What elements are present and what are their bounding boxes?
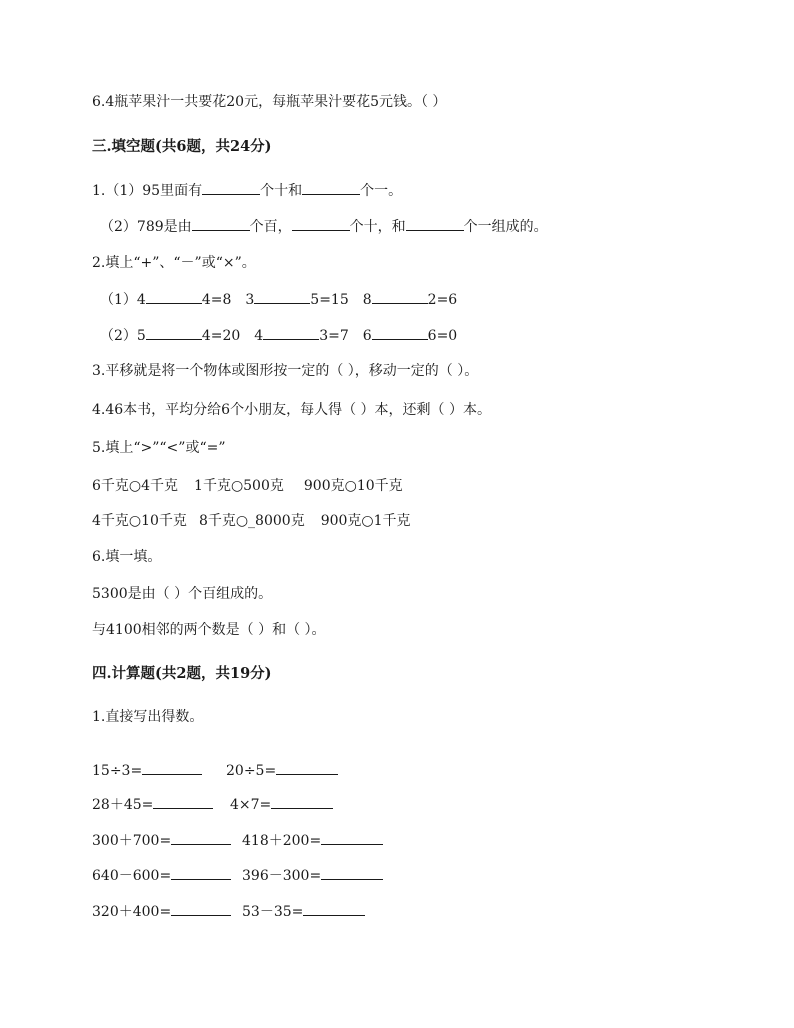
answer-blank[interactable] [153,795,213,809]
q1b-pre: （2）789是由 [100,219,192,235]
answer-blank[interactable] [321,831,383,845]
calc-expr: 320＋400= [92,904,172,920]
expr-part: （2）5 [100,328,146,344]
fill-question-5a [92,477,403,495]
calc-expr: 418＋200= [242,833,322,849]
operator-blank[interactable] [372,326,428,340]
calc-expr: 4×7= [230,797,272,813]
calc-row [92,866,383,885]
q1b-mid2: 个十，和 [349,219,406,235]
q1b-mid1: 个百， [249,219,292,235]
q1b-post: 个一组成的。 [463,219,548,235]
expr-part: 8 [362,292,372,308]
compare-item: 900克○10千克 [303,478,403,494]
q1a-mid: 个十和 [260,183,303,199]
expr-part: （1）4 [100,292,146,308]
expr-part: 4=20 [201,328,241,344]
answer-blank[interactable] [271,795,333,809]
fill-question-1b [100,217,548,236]
expr-part: 6=0 [427,328,458,344]
calc-expr: 28＋45= [92,797,154,813]
operator-blank[interactable] [372,290,428,304]
answer-blank[interactable] [302,181,360,195]
section-3-title: 三.填空题(共6题，共24分) [92,138,272,155]
calc-row [92,831,383,850]
expr-part: 3=7 [319,328,349,344]
answer-blank[interactable] [142,761,202,775]
section-4-title: 四.计算题(共2题，共19分) [92,665,272,682]
fill-question-3: 3.平移就是将一个物体或图形按一定的（ ），移动一定的（ ）。 [92,363,479,379]
compare-item: 1千克○500克 [194,478,284,494]
fill-question-2b [100,326,457,345]
operator-blank[interactable] [146,290,202,304]
calc-expr: 53－35= [242,904,304,920]
calc-row [92,761,338,780]
expr-part: 4 [254,328,264,344]
expr-part: 2=6 [427,292,458,308]
compare-item: 4千克○10千克 [92,513,187,529]
fill-question-6: 6.填一填。 [92,549,162,565]
answer-blank[interactable] [321,866,383,880]
fill-question-1a [92,181,402,200]
expr-part: 6 [362,328,372,344]
fill-question-2a [100,290,457,309]
calc-row [92,795,333,814]
fill-question-5b [92,512,411,530]
operator-blank[interactable] [263,326,319,340]
calc-question-1: 1.直接写出得数。 [92,709,204,725]
answer-blank[interactable] [192,217,250,231]
calc-expr: 15÷3= [92,763,143,779]
expr-part: 3 [245,292,255,308]
answer-blank[interactable] [171,831,231,845]
answer-blank[interactable] [303,902,365,916]
compare-item: 8千克○_8000克 [198,513,305,529]
tf-question-6: 6.4瓶苹果汁一共要花20元，每瓶苹果汁要花5元钱。（ ） [92,94,447,110]
fill-question-4: 4.46本书，平均分给6个小朋友，每人得（ ）本，还剩（ ）本。 [92,402,491,418]
answer-blank[interactable] [202,181,260,195]
fill-question-6a: 5300是由（ ）个百组成的。 [92,586,273,602]
answer-blank[interactable] [171,866,231,880]
operator-blank[interactable] [254,290,310,304]
answer-blank[interactable] [171,902,231,916]
compare-item: 6千克○4千克 [92,478,179,494]
answer-blank[interactable] [276,761,338,775]
expr-part: 5=15 [310,292,349,308]
fill-question-5: 5.填上“>”“<”或“=” [92,440,226,456]
q1a-pre: 1.（1）95里面有 [92,183,203,199]
calc-expr: 20÷5= [226,763,277,779]
calc-row [92,902,365,921]
compare-item: 900克○1千克 [320,513,411,529]
q1a-post: 个一。 [360,183,403,199]
fill-question-2: 2.填上“+”、“－”或“×”。 [92,255,256,271]
calc-expr: 640－600= [92,868,172,884]
calc-expr: 396－300= [242,868,322,884]
answer-blank[interactable] [406,217,464,231]
answer-blank[interactable] [292,217,350,231]
calc-expr: 300＋700= [92,833,172,849]
operator-blank[interactable] [146,326,202,340]
fill-question-6b: 与4100相邻的两个数是（ ）和（ ）。 [92,622,326,638]
expr-part: 4=8 [201,292,232,308]
